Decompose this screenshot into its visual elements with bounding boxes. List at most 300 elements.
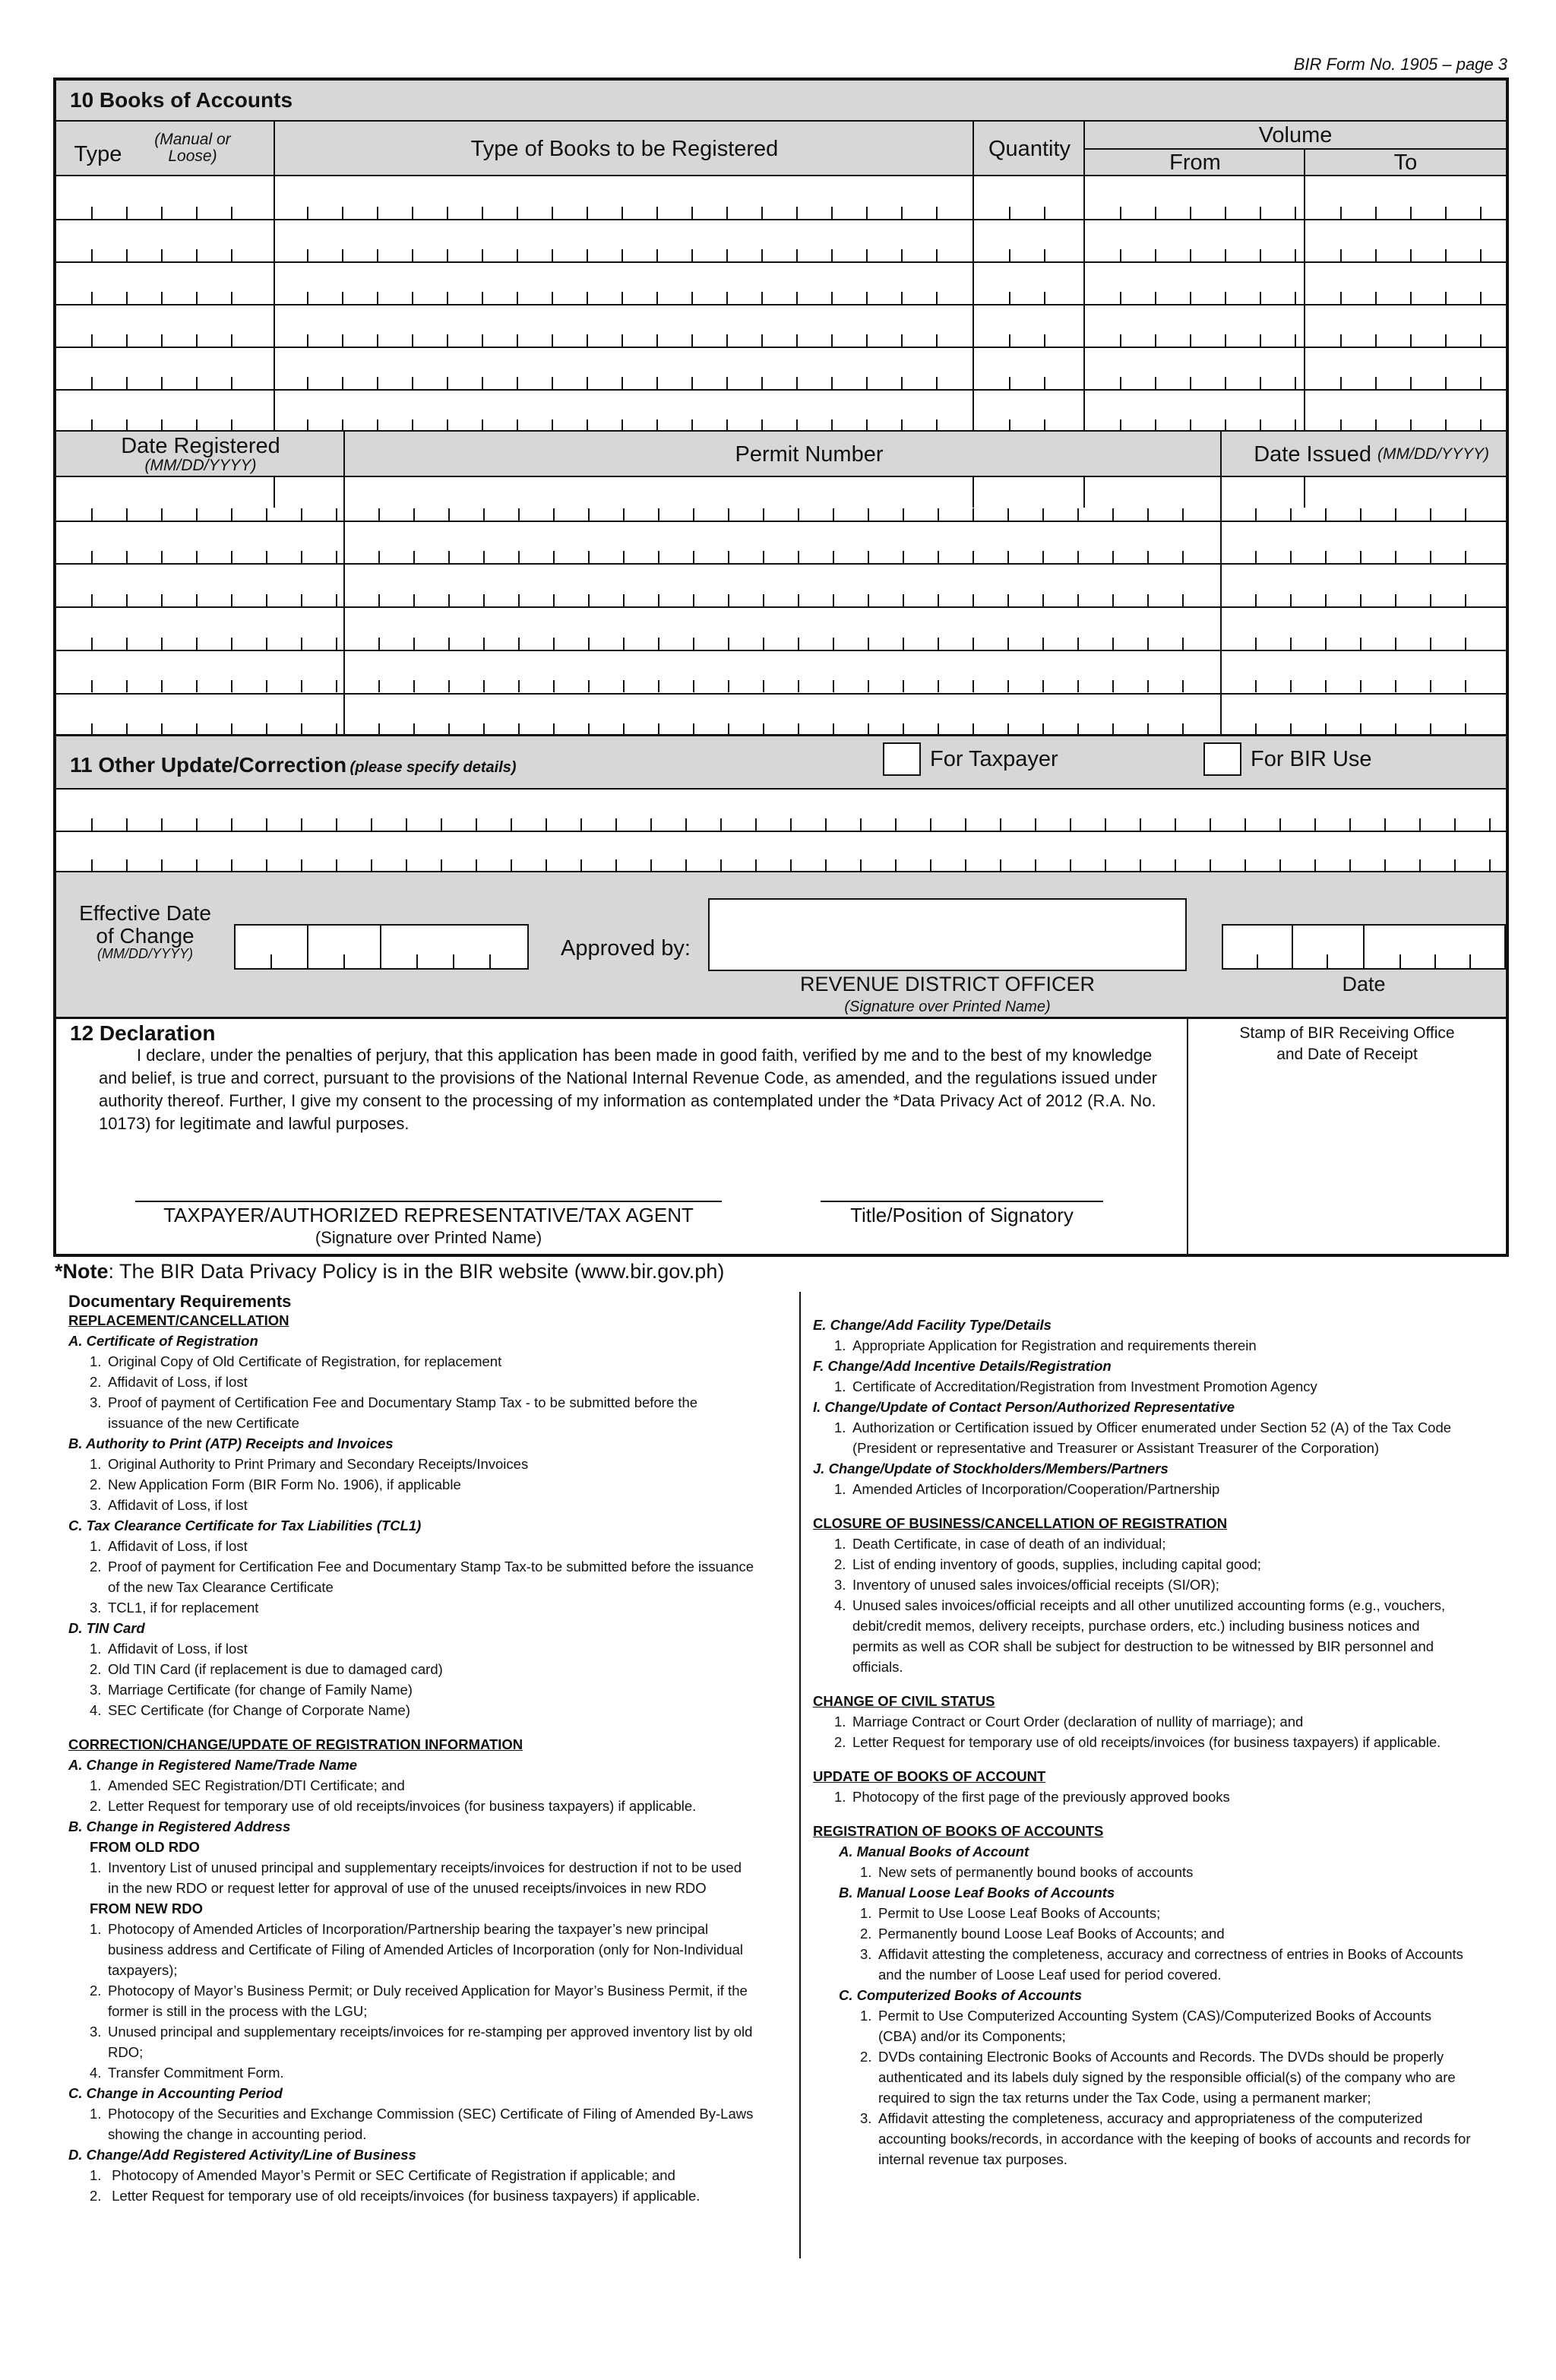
cell-tick — [336, 594, 337, 606]
cell-tick — [196, 680, 198, 692]
requirement-text: Unused sales invoices/official receipts and all other unutilized accounting forms (e.g., vouchers, — [852, 1597, 1446, 1613]
requirement-text: Affidavit attesting the completeness, accuracy and appropriateness of the computerized — [878, 2110, 1423, 2126]
cell-tick — [1190, 207, 1191, 219]
cell-tick — [336, 818, 337, 831]
requirement-text: Amended Articles of Incorporation/Cooperation/Partnership — [852, 1481, 1220, 1497]
cell-tick — [656, 249, 658, 261]
cell-tick — [868, 551, 869, 563]
cell-tick — [91, 249, 93, 261]
cell-tick — [448, 508, 450, 521]
effective-date-label — [56, 894, 234, 970]
requirement-subheading: B. Manual Loose Leaf Books of Accounts — [839, 1885, 1115, 1901]
cell-tick — [231, 334, 232, 347]
cell-tick — [761, 207, 763, 219]
cell-tick — [1244, 818, 1246, 831]
cell-tick — [1295, 292, 1296, 304]
requirement-text: List of ending inventory of goods, supplies, including capital good; — [852, 1556, 1261, 1572]
requirement-subheading: I. Change/Update of Contact Person/Authorized Representative — [813, 1399, 1235, 1415]
requirement-number: 1. — [90, 1456, 102, 1472]
cell-tick — [1070, 818, 1071, 831]
requirement-continuation: accounting books/records, in accordance with the keeping of books of accounts and records for — [878, 2131, 1471, 2147]
cell-tick — [1454, 818, 1456, 831]
cell-tick — [1155, 377, 1156, 389]
cell-tick — [126, 508, 128, 521]
cell-tick — [1325, 508, 1327, 521]
cell-tick — [336, 680, 337, 692]
cell-tick — [790, 859, 792, 872]
cell-tick — [161, 377, 163, 389]
requirement-number: 1. — [90, 1859, 102, 1875]
requirement-continuation: issuance of the new Certificate — [108, 1415, 299, 1431]
cell-tick — [1225, 292, 1226, 304]
cell-tick — [755, 818, 757, 831]
cell-tick — [231, 818, 232, 831]
requirement-subheading: A. Certificate of Registration — [68, 1333, 258, 1349]
requirement-continuation: taxpayers); — [108, 1962, 178, 1978]
cell-tick — [546, 859, 547, 872]
section11-title-note: (please specify details) — [349, 759, 517, 776]
cell-tick — [231, 638, 232, 650]
requirement-number: 3. — [90, 1682, 102, 1698]
section12-title: 12 Declaration — [70, 1021, 216, 1045]
col-date-issued-fmt: (MM/DD/YYYY) — [1377, 445, 1489, 463]
cell-tick — [196, 292, 198, 304]
cell-tick — [790, 818, 792, 831]
cell-tick — [336, 638, 337, 650]
cell-tick — [868, 680, 869, 692]
cell-tick — [447, 377, 448, 389]
cell-tick — [126, 207, 128, 219]
cell-tick — [342, 292, 343, 304]
requirement-number: 1. — [860, 2008, 872, 2024]
col-date-registered-label: Date Registered — [121, 433, 280, 458]
cell-tick — [412, 249, 413, 261]
cell-tick — [755, 859, 757, 872]
cell-tick — [903, 680, 904, 692]
cell-tick — [1410, 334, 1412, 347]
cell-tick — [1395, 680, 1396, 692]
cell-tick — [196, 638, 198, 650]
cell-tick — [1430, 594, 1431, 606]
cell-tick — [1340, 292, 1342, 304]
cell-tick — [483, 508, 485, 521]
effective-date-line2: of Change — [96, 923, 194, 948]
cell-tick — [866, 292, 868, 304]
effective-date-input[interactable] — [234, 924, 529, 970]
requirement-item — [68, 2021, 790, 2042]
cell-tick — [903, 551, 904, 563]
cell-tick — [482, 249, 483, 261]
cell-tick — [580, 818, 582, 831]
cell-tick — [196, 334, 198, 347]
cell-tick — [553, 680, 555, 692]
cell-tick — [1035, 859, 1036, 872]
cell-tick — [938, 508, 939, 521]
cell-tick — [1260, 334, 1261, 347]
cell-tick — [1340, 334, 1342, 347]
cell-tick — [231, 551, 232, 563]
cell-tick — [1325, 680, 1327, 692]
requirement-continuation: in the new RDO or request letter for approval of use of the unused receipts/invoices in new RDO — [108, 1880, 707, 1896]
cell-tick — [378, 594, 380, 606]
requirement-item — [813, 1903, 1512, 1923]
cell-tick — [720, 859, 722, 872]
requirement-item — [68, 2185, 790, 2206]
cell-tick — [371, 818, 372, 831]
cell-tick — [1290, 638, 1292, 650]
cell-tick — [266, 680, 267, 692]
requirement-item — [68, 1556, 790, 1577]
cell-tick — [307, 292, 308, 304]
cell-tick — [518, 594, 520, 606]
cell-tick — [796, 249, 798, 261]
cell-tick — [476, 859, 477, 872]
cell-tick — [903, 508, 904, 521]
requirement-continuation: RDO; — [108, 2044, 144, 2060]
cell-tick — [1140, 859, 1141, 872]
cell-tick — [371, 859, 372, 872]
cell-tick — [656, 377, 658, 389]
cell-tick — [1120, 377, 1121, 389]
cell-tick — [1147, 508, 1149, 521]
cell-tick — [587, 377, 588, 389]
cell-tick — [693, 551, 694, 563]
permit-row[interactable] — [56, 606, 1506, 650]
cell-tick — [658, 680, 659, 692]
cell-tick — [342, 249, 343, 261]
section10-title: 10 Books of Accounts — [70, 88, 293, 112]
cell-tick — [1445, 249, 1447, 261]
requirement-continuation: permits as well as COR shall be subject for destruction to be witnessed by BIR personnel and — [852, 1638, 1434, 1654]
cell-tick — [266, 551, 267, 563]
cell-tick — [621, 292, 623, 304]
cell-tick — [691, 207, 693, 219]
cell-tick — [1384, 818, 1386, 831]
cell-tick — [798, 638, 799, 650]
requirement-item — [68, 1980, 790, 2001]
cell-tick — [1190, 377, 1191, 389]
requirement-number: 4. — [834, 1597, 846, 1613]
cell-tick — [476, 818, 477, 831]
section11-title: 11 Other Update/Correction — [70, 753, 347, 777]
requirement-subheading: A. Change in Registered Name/Trade Name — [68, 1757, 358, 1773]
cell-tick — [483, 638, 485, 650]
requirement-item — [813, 1944, 1512, 1964]
cell-tick — [1077, 638, 1079, 650]
cell-tick — [1147, 680, 1149, 692]
cell-tick — [1489, 859, 1491, 872]
cell-tick — [726, 207, 728, 219]
cell-tick — [413, 594, 415, 606]
cell-tick — [658, 508, 659, 521]
cell-tick — [161, 818, 163, 831]
for-taxpayer-checkbox[interactable] — [883, 742, 921, 776]
cell-tick — [693, 594, 694, 606]
for-bir-use-checkbox[interactable] — [1203, 742, 1241, 776]
requirements-right-column — [813, 1315, 1512, 2170]
permit-row[interactable] — [56, 650, 1506, 693]
cell-tick — [938, 551, 939, 563]
cell-tick — [1190, 334, 1191, 347]
requirement-number: 1. — [90, 2167, 102, 2183]
cell-tick — [161, 508, 163, 521]
cell-tick — [1360, 638, 1362, 650]
requirement-subheading: A. Manual Books of Account — [839, 1844, 1029, 1859]
col-books-header: Type of Books to be Registered — [470, 136, 779, 161]
requirement-subheading: D. TIN Card — [68, 1620, 145, 1636]
cell-tick — [1190, 292, 1191, 304]
cell-tick — [623, 594, 625, 606]
cell-tick — [587, 207, 588, 219]
requirement-text: TCL1, if for replacement — [108, 1600, 259, 1616]
cell-tick — [685, 859, 687, 872]
requirement-item — [68, 1495, 790, 1515]
cell-tick — [161, 207, 163, 219]
cell-tick — [825, 818, 827, 831]
requirement-text: Death Certificate, in case of death of an individual; — [852, 1536, 1166, 1552]
requirement-subheading: F. Change/Add Incentive Details/Registration — [813, 1358, 1112, 1374]
requirement-continuation: business address and Certificate of Filing of Amended Articles of Incorporation (only for Non-Individual — [108, 1942, 744, 1957]
cell-tick — [831, 334, 833, 347]
cell-tick — [266, 818, 267, 831]
cell-tick — [511, 818, 512, 831]
cell-tick — [726, 377, 728, 389]
cell-tick — [763, 594, 764, 606]
cell-tick — [798, 508, 799, 521]
update-row[interactable] — [56, 831, 1506, 872]
cell-tick — [377, 292, 378, 304]
effective-date-fmt: (MM/DD/YYYY) — [97, 945, 193, 961]
cell-tick — [342, 334, 343, 347]
cell-tick — [1009, 249, 1010, 261]
cell-tick — [936, 292, 938, 304]
cell-tick — [1325, 638, 1327, 650]
permit-row[interactable] — [56, 477, 1506, 521]
cell-tick — [1155, 292, 1156, 304]
cell-tick — [517, 249, 518, 261]
approved-by-signature-box[interactable] — [708, 898, 1187, 971]
cell-tick — [1007, 508, 1009, 521]
requirement-number: 2. — [90, 1798, 102, 1814]
cell-tick — [1279, 859, 1281, 872]
requirement-continuation: (CBA) and/or its Components; — [878, 2028, 1066, 2044]
cell-tick — [726, 292, 728, 304]
cell-tick — [1155, 207, 1156, 219]
cell-tick — [1077, 680, 1079, 692]
cell-tick — [307, 377, 308, 389]
cell-tick — [91, 551, 93, 563]
cell-tick — [441, 818, 442, 831]
cell-tick — [938, 680, 939, 692]
cell-tick — [91, 377, 93, 389]
cell-tick — [720, 818, 722, 831]
cell-tick — [1340, 207, 1342, 219]
cell-tick — [1182, 638, 1184, 650]
requirement-number: 4. — [90, 2065, 102, 2081]
cell-tick — [691, 377, 693, 389]
cell-tick — [413, 508, 415, 521]
requirement-text: New Application Form (BIR Form No. 1906), if applicable — [108, 1476, 461, 1492]
col-to-header: To — [1393, 150, 1418, 175]
requirement-continuation: authenticated and its labels duly signed by the responsible official(s) of the company who are — [878, 2069, 1456, 2085]
cell-tick — [1182, 594, 1184, 606]
cell-tick — [1255, 638, 1257, 650]
cell-tick — [448, 594, 450, 606]
approval-date-label: Date — [1342, 973, 1386, 995]
cell-tick — [1410, 377, 1412, 389]
cell-tick — [161, 638, 163, 650]
cell-tick — [266, 638, 267, 650]
requirement-item — [68, 1454, 790, 1474]
cell-tick — [833, 594, 834, 606]
cell-tick — [623, 551, 625, 563]
cell-tick — [196, 818, 198, 831]
cell-tick — [1147, 551, 1149, 563]
requirement-number: 3. — [90, 1394, 102, 1410]
cell-tick — [483, 594, 485, 606]
requirement-continuation: debit/credit memos, delivery receipts, purchase orders, etc.) including business notices and — [852, 1618, 1420, 1634]
signatory-label: TAXPAYER/AUTHORIZED REPRESENTATIVE/TAX AGENT — [163, 1204, 694, 1226]
col-type-label: Type — [74, 142, 122, 167]
cell-tick — [1410, 249, 1412, 261]
cell-tick — [868, 508, 869, 521]
cell-tick — [1290, 551, 1292, 563]
cell-tick — [1430, 638, 1431, 650]
cell-tick — [623, 680, 625, 692]
cell-tick — [796, 377, 798, 389]
requirement-text: Marriage Certificate (for change of Family Name) — [108, 1682, 413, 1698]
requirement-number: 1. — [834, 1337, 846, 1353]
cell-tick — [413, 551, 415, 563]
cell-tick — [553, 594, 555, 606]
cell-tick — [615, 859, 617, 872]
requirement-item — [68, 1775, 790, 1796]
requirement-subheading: FROM OLD RDO — [90, 1839, 200, 1855]
cell-tick — [1260, 377, 1261, 389]
cell-tick — [831, 292, 833, 304]
requirement-number: 2. — [90, 1374, 102, 1390]
requirement-continuation: (President or representative and Treasurer or Assistant Treasurer of the Corporation) — [852, 1440, 1380, 1456]
cell-tick — [161, 680, 163, 692]
cell-tick — [1007, 680, 1009, 692]
requirement-item — [813, 1533, 1512, 1554]
requirement-heading: CORRECTION/CHANGE/UPDATE OF REGISTRATION INFORMATION — [68, 1736, 523, 1752]
requirement-text: Photocopy of Mayor’s Business Permit; or Duly received Application for Mayor’s Business Permit, if the — [108, 1983, 748, 1999]
cell-tick — [126, 859, 128, 872]
cell-tick — [1255, 551, 1257, 563]
update-row[interactable] — [56, 790, 1506, 831]
cell-tick — [763, 638, 764, 650]
cell-tick — [552, 377, 553, 389]
cell-tick — [1375, 207, 1377, 219]
for-bir-use-label: For BIR Use — [1251, 747, 1372, 771]
cell-tick — [1210, 859, 1211, 872]
cell-tick — [1384, 859, 1386, 872]
requirement-text: SEC Certificate (for Change of Corporate Name) — [108, 1702, 410, 1718]
requirement-number: 2. — [834, 1556, 846, 1572]
cell-tick — [693, 638, 694, 650]
cell-tick — [623, 508, 625, 521]
cell-tick — [161, 551, 163, 563]
cell-tick — [1007, 638, 1009, 650]
cell-tick — [307, 249, 308, 261]
cell-tick — [615, 818, 617, 831]
cell-tick — [1360, 594, 1362, 606]
cell-tick — [621, 249, 623, 261]
requirement-text: Photocopy of Amended Articles of Incorporation/Partnership bearing the taxpayer’s new principal — [108, 1921, 709, 1937]
cell-tick — [1042, 551, 1044, 563]
cell-tick — [1112, 551, 1114, 563]
cell-tick — [91, 334, 93, 347]
cell-tick — [196, 551, 198, 563]
cell-tick — [447, 207, 448, 219]
requirement-item — [68, 1474, 790, 1495]
cell-tick — [91, 638, 93, 650]
requirement-number: 1. — [90, 1353, 102, 1369]
requirement-item — [68, 1372, 790, 1392]
requirement-subheading: D. Change/Add Registered Activity/Line of Business — [68, 2147, 416, 2163]
cell-tick — [895, 859, 897, 872]
cell-tick — [587, 334, 588, 347]
section11-header — [56, 736, 1506, 790]
cell-tick — [301, 859, 302, 872]
requirement-item — [813, 1417, 1512, 1438]
approval-date-input[interactable] — [1222, 924, 1506, 970]
cell-tick — [1480, 292, 1482, 304]
section10-header — [56, 81, 1506, 122]
cell-tick — [1155, 249, 1156, 261]
cell-tick — [126, 638, 128, 650]
cell-tick — [1430, 508, 1431, 521]
cell-tick — [1182, 680, 1184, 692]
cell-tick — [1120, 207, 1121, 219]
cell-tick — [231, 249, 232, 261]
cell-tick — [763, 551, 764, 563]
cell-tick — [91, 818, 93, 831]
cell-tick — [763, 680, 764, 692]
cell-tick — [831, 377, 833, 389]
permit-row[interactable] — [56, 521, 1506, 564]
effective-date-line1: Effective Date — [79, 901, 211, 926]
cell-tick — [1480, 377, 1482, 389]
cell-tick — [231, 508, 232, 521]
cell-tick — [1290, 680, 1292, 692]
cell-tick — [1225, 249, 1226, 261]
cell-tick — [1340, 249, 1342, 261]
cell-tick — [1009, 292, 1010, 304]
cell-tick — [126, 594, 128, 606]
effective-date-block — [56, 872, 1506, 1017]
requirement-item — [68, 1919, 790, 1939]
cell-tick — [1077, 594, 1079, 606]
cell-tick — [1000, 859, 1001, 872]
cell-tick — [552, 292, 553, 304]
cell-tick — [266, 594, 267, 606]
cell-tick — [1044, 292, 1045, 304]
cell-tick — [1190, 249, 1191, 261]
permit-row[interactable] — [56, 563, 1506, 606]
cell-tick — [553, 551, 555, 563]
cell-tick — [412, 334, 413, 347]
requirement-number: 1. — [834, 1789, 846, 1805]
cell-tick — [377, 249, 378, 261]
cell-tick — [1255, 508, 1257, 521]
requirement-number: 1. — [90, 1777, 102, 1793]
permit-row[interactable] — [56, 693, 1506, 736]
requirement-item — [813, 1732, 1512, 1752]
cell-tick — [1465, 638, 1466, 650]
cell-tick — [972, 551, 974, 563]
